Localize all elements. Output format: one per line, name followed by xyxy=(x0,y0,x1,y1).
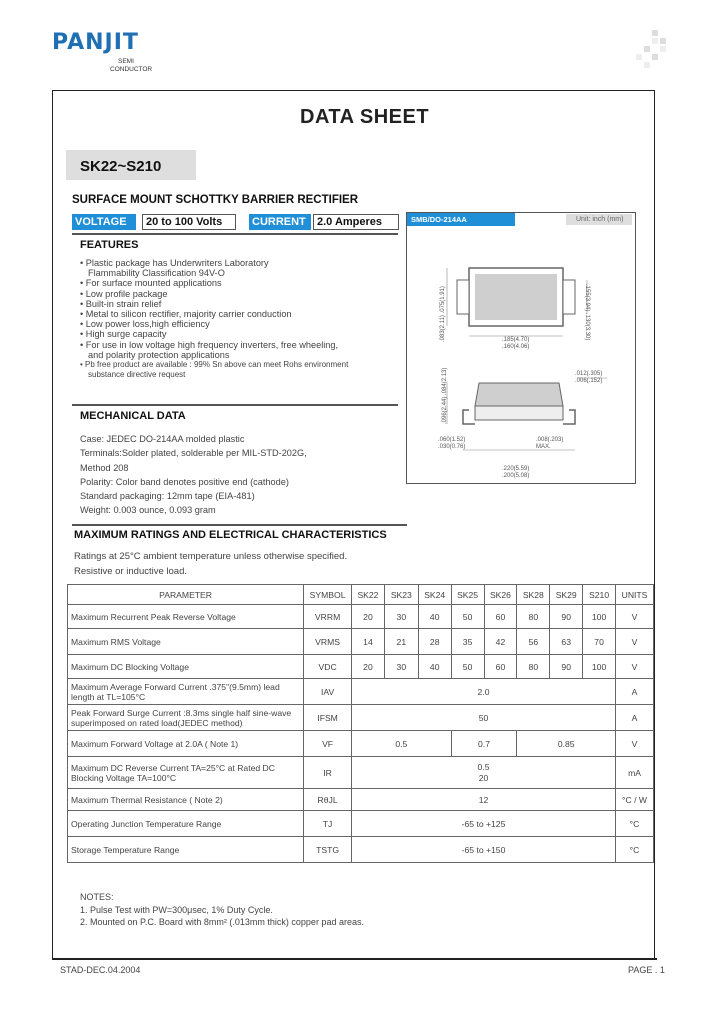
value-cell: 21 xyxy=(384,629,418,655)
logo-pan: PAN xyxy=(52,30,105,55)
param-cell: Maximum Thermal Resistance ( Note 2) xyxy=(68,789,304,811)
feature-item: • Plastic package has Underwriters Laboratory xyxy=(80,258,269,268)
col-header: SK23 xyxy=(384,585,418,605)
feature-item: substance directive request xyxy=(88,370,186,380)
value-cell: 0.5 xyxy=(352,731,452,757)
dim-label xyxy=(440,286,447,342)
dim-value: .060(1.52) xyxy=(438,437,466,443)
symbol-cell: RθJL xyxy=(304,789,352,811)
dim-value: .096(2.44) xyxy=(442,396,448,424)
dim-value: .006(.152) xyxy=(575,378,603,384)
table-row xyxy=(68,679,654,705)
value-cell: 100 xyxy=(583,655,616,679)
checker-ornament-icon xyxy=(636,30,676,70)
logo-sub-semi: SEMI xyxy=(118,58,134,65)
col-header: UNITS xyxy=(616,585,654,605)
col-header: SK22 xyxy=(352,585,385,605)
param-cell: Maximum Recurrent Peak Reverse Voltage xyxy=(68,605,304,629)
unit-cell: °C xyxy=(616,811,654,837)
part-number: SK22~S210 xyxy=(80,158,162,175)
value-cell: 40 xyxy=(418,655,451,679)
mechanical-item: Case: JEDEC DO-214AA molded plastic xyxy=(80,434,245,444)
mechanical-list xyxy=(80,432,307,518)
unit-cell: V xyxy=(616,655,654,679)
product-subtitle: SURFACE MOUNT SCHOTTKY BARRIER RECTIFIER xyxy=(72,194,359,206)
symbol-cell: IFSM xyxy=(304,705,352,731)
value-cell: 28 xyxy=(418,629,451,655)
table-row xyxy=(68,655,654,679)
feature-item: • Metal to silicon rectifier, majority carrier conduction xyxy=(80,309,292,320)
dim-value: .155(3.94) xyxy=(584,284,590,312)
feature-item: and polarity protection applications xyxy=(88,349,230,360)
symbol-cell: VRRM xyxy=(304,605,352,629)
features-list xyxy=(80,258,348,380)
table-row xyxy=(68,811,654,837)
table-row xyxy=(68,605,654,629)
mechanical-item: Method 208 xyxy=(80,462,129,473)
table-row xyxy=(68,731,654,757)
value-cell: 0.85 xyxy=(517,731,616,757)
footer-rule xyxy=(52,958,657,960)
feature-item: • Low profile package xyxy=(80,288,168,299)
dim-value: .160(4.06) xyxy=(502,344,530,350)
mechanical-item: Terminals:Solder plated, solderable per MIL-STD-202G, xyxy=(80,448,307,459)
table-row xyxy=(68,837,654,863)
mechanical-rule xyxy=(72,404,398,406)
value-cell: 12 xyxy=(352,789,616,811)
unit-cell: mA xyxy=(616,757,654,789)
footer-page-number: PAGE . 1 xyxy=(628,965,665,975)
value-cell: 80 xyxy=(517,605,550,629)
value-cell: 90 xyxy=(550,605,583,629)
value-cell: 2.0 xyxy=(352,679,616,705)
spec-table xyxy=(67,584,654,863)
package-unit: Unit: inch (mm) xyxy=(566,214,632,225)
table-row xyxy=(68,629,654,655)
table-row xyxy=(68,789,654,811)
symbol-cell: IR xyxy=(304,757,352,789)
dim-value: .130(3.30) xyxy=(584,313,590,341)
value-line: 0.5 xyxy=(477,761,490,772)
dim-value: .083(2.11) xyxy=(440,315,446,342)
value-cell: 40 xyxy=(418,605,451,629)
dim-label xyxy=(575,371,602,385)
value-cell: 20 xyxy=(352,605,385,629)
value-cell: 42 xyxy=(484,629,517,655)
symbol-cell: VF xyxy=(304,731,352,757)
mechanical-heading: MECHANICAL DATA xyxy=(80,410,186,422)
table-row xyxy=(68,705,654,731)
logo-sub-conductor: CONDUCTOR xyxy=(110,66,153,73)
ratings-note: Ratings at 25°C ambient temperature unless otherwise specified. xyxy=(74,551,348,562)
package-name: SMB/DO-214AA xyxy=(407,213,515,226)
value-cell: 60 xyxy=(484,655,517,679)
dim-value: .200(5.08) xyxy=(502,473,530,479)
table-header-row xyxy=(68,585,654,605)
param-cell: Maximum DC Reverse Current TA=25°C at Rated DC Blocking Voltage TA=100°C xyxy=(68,757,304,789)
unit-cell: V xyxy=(616,731,654,757)
dim-value: MAX. xyxy=(536,444,551,450)
col-header: SK29 xyxy=(550,585,583,605)
value-cell: 20 xyxy=(352,655,385,679)
unit-cell: V xyxy=(616,605,654,629)
dim-value: .012(.305) xyxy=(575,371,603,377)
current-value: 2.0 Amperes xyxy=(313,214,399,230)
footer-doc-code: STAD-DEC.04.2004 xyxy=(60,965,141,975)
unit-cell: °C xyxy=(616,837,654,863)
value-cell: 0.7 xyxy=(451,731,517,757)
notes-heading: NOTES: xyxy=(80,892,114,902)
voltage-label: VOLTAGE xyxy=(72,214,136,230)
value-cell: 56 xyxy=(517,629,550,655)
mechanical-item: Standard packaging: 12mm tape (EIA-481) xyxy=(80,491,255,502)
ratings-rule xyxy=(72,524,407,526)
notes-block xyxy=(80,891,364,929)
logo-subtitle xyxy=(110,58,152,74)
col-header: S210 xyxy=(583,585,616,605)
logo-jit: JIT xyxy=(104,30,139,55)
features-rule xyxy=(72,233,398,235)
param-cell: Maximum Forward Voltage at 2.0A ( Note 1) xyxy=(68,731,304,757)
dim-value: .185(4.70) xyxy=(502,337,530,343)
value-cell: 70 xyxy=(583,629,616,655)
col-header: SK28 xyxy=(517,585,550,605)
dim-label xyxy=(502,337,529,351)
dim-label xyxy=(442,368,449,424)
mechanical-item: Polarity: Color band denotes positive end (cathode) xyxy=(80,476,289,487)
param-cell: Peak Forward Surge Current :8.3ms single half sine-wave superimposed on rated load(JEDEC method) xyxy=(68,705,304,731)
value-cell: 90 xyxy=(550,655,583,679)
mechanical-item: Weight: 0.003 ounce, 0.093 gram xyxy=(80,505,216,516)
value-cell: 30 xyxy=(384,605,418,629)
symbol-cell: IAV xyxy=(304,679,352,705)
ratings-heading: MAXIMUM RATINGS AND ELECTRICAL CHARACTERISTICS xyxy=(74,529,387,541)
value-cell: 50 xyxy=(352,705,616,731)
param-cell: Maximum DC Blocking Voltage xyxy=(68,655,304,679)
note-item: 1. Pulse Test with PW=300μsec, 1% Duty Cycle. xyxy=(80,904,273,915)
current-label: CURRENT xyxy=(249,214,311,230)
col-header: SK26 xyxy=(484,585,517,605)
value-cell: -65 to +150 xyxy=(352,837,616,863)
dim-value: .075(1.91) xyxy=(440,286,446,314)
value-cell: 80 xyxy=(517,655,550,679)
unit-cell: A xyxy=(616,705,654,731)
param-cell: Maximum RMS Voltage xyxy=(68,629,304,655)
param-cell: Storage Temperature Range xyxy=(68,837,304,863)
feature-item: • For surface mounted applications xyxy=(80,278,222,289)
symbol-cell: TJ xyxy=(304,811,352,837)
value-cell: 100 xyxy=(583,605,616,629)
col-header: SK24 xyxy=(418,585,451,605)
unit-cell: V xyxy=(616,629,654,655)
dim-value: .008(.203) xyxy=(536,437,564,443)
features-heading: FEATURES xyxy=(80,239,139,251)
dim-value: .220(5.59) xyxy=(502,466,530,472)
dim-label xyxy=(502,466,529,480)
value-line: 20 xyxy=(478,772,489,783)
brand-logo xyxy=(52,30,139,55)
table-row xyxy=(68,757,654,789)
value-cell: 14 xyxy=(352,629,385,655)
value-cell: 50 xyxy=(451,605,484,629)
value-cell: 35 xyxy=(451,629,484,655)
ratings-note: Resistive or inductive load. xyxy=(74,566,187,577)
symbol-cell: VDC xyxy=(304,655,352,679)
page-title: DATA SHEET xyxy=(300,106,430,128)
dim-value: .084(2.13) xyxy=(442,367,448,395)
feature-item: • For use in low voltage high frequency inverters, free wheeling, xyxy=(80,339,339,350)
param-cell: Maximum Average Forward Current .375"(9.5mm) lead length at TL=105°C xyxy=(68,679,304,705)
note-item: 2. Mounted on P.C. Board with 8mm² (.013mm thick) copper pad areas. xyxy=(80,917,364,927)
value-cell: 63 xyxy=(550,629,583,655)
value-cell: 50 xyxy=(451,655,484,679)
dim-value: .030(0.76) xyxy=(438,444,466,450)
col-header: SK25 xyxy=(451,585,484,605)
dim-label xyxy=(583,284,590,340)
dim-label xyxy=(536,437,563,451)
unit-cell: °C / W xyxy=(616,789,654,811)
unit-cell: A xyxy=(616,679,654,705)
value-cell xyxy=(352,757,616,789)
param-cell: Operating Junction Temperature Range xyxy=(68,811,304,837)
feature-item: • Pb free product are available : 99% Sn above can meet Rohs environment xyxy=(80,360,349,370)
voltage-value: 20 to 100 Volts xyxy=(142,214,236,230)
feature-item: • High surge capacity xyxy=(80,329,167,340)
symbol-cell: TSTG xyxy=(304,837,352,863)
feature-item: • Built-in strain relief xyxy=(80,298,162,309)
col-header: PARAMETER xyxy=(68,585,304,605)
value-cell: 30 xyxy=(384,655,418,679)
dim-label xyxy=(438,437,465,451)
value-cell: 60 xyxy=(484,605,517,629)
feature-item: Flammability Classification 94V-O xyxy=(88,268,225,279)
col-header: SYMBOL xyxy=(304,585,352,605)
value-cell: -65 to +125 xyxy=(352,811,616,837)
symbol-cell: VRMS xyxy=(304,629,352,655)
feature-item: • Low power loss,high efficiency xyxy=(80,319,210,330)
